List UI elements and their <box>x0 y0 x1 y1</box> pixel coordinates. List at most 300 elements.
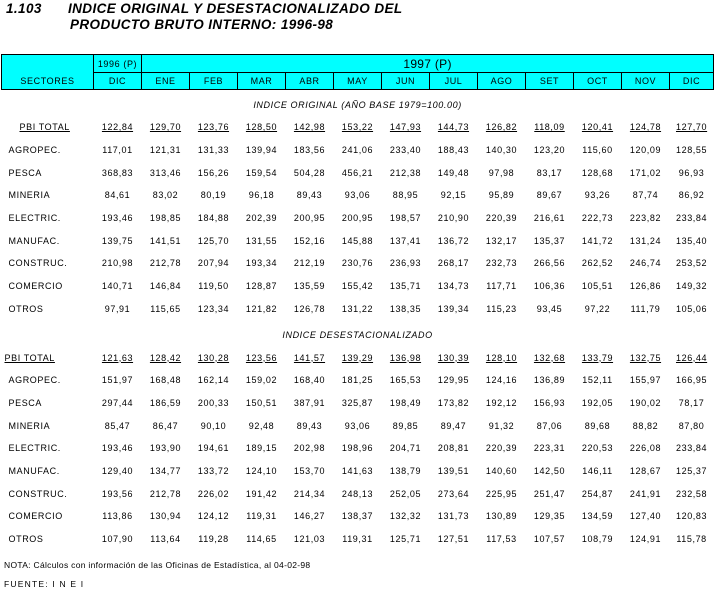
table-row <box>2 414 714 437</box>
value-cell: 141,63 <box>341 465 374 476</box>
value-cell: 198,85 <box>149 213 182 224</box>
value-cell: 193,34 <box>245 258 278 269</box>
value-cell: 155,42 <box>341 281 374 292</box>
value-cell: 204,71 <box>389 443 422 454</box>
sector-label-text: OTROS <box>8 303 44 314</box>
value-cell: 128,42 <box>149 352 182 363</box>
title-line-2: PRODUCTO BRUTO INTERNO: 1996-98 <box>70 17 334 32</box>
value-cell: 124,12 <box>197 511 230 522</box>
value-cell: 153,22 <box>341 122 374 133</box>
value-cell: 153,70 <box>293 465 326 476</box>
header-month: ENE <box>142 73 190 90</box>
value-cell: 184,88 <box>197 213 230 224</box>
table-row <box>2 161 714 184</box>
value-cell: 223,31 <box>533 443 566 454</box>
value-cell: 173,82 <box>437 397 470 408</box>
value-cell: 202,39 <box>245 213 278 224</box>
value-cell: 132,17 <box>485 235 518 246</box>
table-row <box>2 275 714 298</box>
value-cell: 117,01 <box>102 145 133 156</box>
value-cell: 97,91 <box>104 303 131 314</box>
value-cell: 125,37 <box>675 465 708 476</box>
value-cell: 80,19 <box>200 190 227 201</box>
value-cell: 146,11 <box>582 465 613 476</box>
header-month: JUL <box>430 73 478 90</box>
value-cell: 266,56 <box>533 258 566 269</box>
header-month: JUN <box>382 73 430 90</box>
value-cell: 93,45 <box>536 303 563 314</box>
sector-label <box>2 460 94 483</box>
value-cell: 190,02 <box>629 397 662 408</box>
table-row <box>2 392 714 415</box>
value-cell: 183,56 <box>293 145 326 156</box>
sector-label-text: PBI TOTAL <box>4 352 55 363</box>
value-cell: 121,31 <box>149 145 182 156</box>
value-cell: 253,52 <box>675 258 708 269</box>
value-cell: 108,79 <box>581 534 614 545</box>
value-cell: 113,64 <box>150 534 181 545</box>
sector-label-text: PESCA <box>8 167 43 178</box>
value-cell: 84,61 <box>104 190 131 201</box>
value-cell: 208,81 <box>437 443 470 454</box>
value-cell: 107,57 <box>533 534 566 545</box>
table-row <box>2 207 714 230</box>
sector-label <box>2 252 94 275</box>
header-year-1997: 1997 (P) <box>142 55 714 73</box>
value-cell: 93,06 <box>344 420 371 431</box>
value-cell: 124,10 <box>245 465 278 476</box>
value-cell: 141,57 <box>293 352 326 363</box>
value-cell: 139,94 <box>245 145 278 156</box>
header-month: SET <box>526 73 574 90</box>
header-month: DIC <box>670 73 714 90</box>
value-cell: 136,98 <box>389 352 422 363</box>
value-cell: 138,37 <box>341 511 374 522</box>
value-cell: 132,68 <box>533 352 566 363</box>
sector-label-text: MANUFAC. <box>8 465 60 476</box>
value-cell: 128,67 <box>629 465 662 476</box>
value-cell: 96,93 <box>678 167 705 178</box>
value-cell: 456,21 <box>341 167 374 178</box>
value-cell: 156,93 <box>533 397 566 408</box>
header-month: OCT <box>574 73 622 90</box>
table-row <box>2 229 714 252</box>
value-cell: 121,63 <box>101 352 134 363</box>
value-cell: 212,38 <box>389 167 422 178</box>
value-cell: 140,71 <box>101 281 134 292</box>
value-cell: 151,97 <box>101 375 134 386</box>
sector-label <box>2 139 94 162</box>
value-cell: 87,80 <box>678 420 705 431</box>
value-cell: 115,65 <box>150 303 181 314</box>
header-month: DIC <box>94 73 142 90</box>
value-cell: 135,37 <box>533 235 566 246</box>
value-cell: 107,90 <box>101 534 134 545</box>
value-cell: 186,59 <box>149 397 182 408</box>
value-cell: 198,96 <box>341 443 374 454</box>
value-cell: 120,41 <box>581 122 614 133</box>
value-cell: 155,97 <box>629 375 662 386</box>
value-cell: 128,87 <box>245 281 278 292</box>
section-title: INDICE ORIGINAL (AÑO BASE 1979=100.00) <box>253 100 462 110</box>
sector-label <box>2 184 94 207</box>
value-cell: 254,87 <box>581 488 614 499</box>
value-cell: 297,44 <box>101 397 134 408</box>
value-cell: 222,73 <box>581 213 614 224</box>
value-cell: 387,91 <box>293 397 326 408</box>
value-cell: 168,48 <box>149 375 182 386</box>
value-cell: 129,95 <box>437 375 470 386</box>
value-cell: 93,06 <box>344 190 371 201</box>
title-line-1: INDICE ORIGINAL Y DESESTACIONALIZADO DEL <box>68 1 403 16</box>
value-cell: 123,76 <box>197 122 230 133</box>
value-cell: 141,72 <box>581 235 614 246</box>
value-cell: 118,09 <box>534 122 565 133</box>
sector-label-text: COMERCIO <box>8 511 63 522</box>
sector-label-text: PBI TOTAL <box>19 122 70 133</box>
value-cell: 136,89 <box>533 375 566 386</box>
value-cell: 131,73 <box>437 511 470 522</box>
sector-label <box>2 482 94 505</box>
value-cell: 149,32 <box>675 281 708 292</box>
value-cell: 140,60 <box>485 465 518 476</box>
value-cell: 125,71 <box>389 534 422 545</box>
value-cell: 87,06 <box>536 420 563 431</box>
sector-label-text: MINERIA <box>8 190 51 201</box>
value-cell: 233,84 <box>675 443 708 454</box>
value-cell: 130,89 <box>485 511 518 522</box>
value-cell: 130,39 <box>437 352 470 363</box>
value-cell: 207,94 <box>197 258 230 269</box>
value-cell: 152,16 <box>293 235 326 246</box>
value-cell: 198,49 <box>389 397 422 408</box>
value-cell: 246,74 <box>629 258 662 269</box>
sector-label-text: AGROPEC. <box>8 145 61 156</box>
header-month: MAY <box>334 73 382 90</box>
header-row-years <box>2 55 714 73</box>
sector-label <box>2 229 94 252</box>
value-cell: 241,91 <box>629 488 662 499</box>
value-cell: 121,03 <box>293 534 326 545</box>
value-cell: 139,34 <box>437 303 470 314</box>
value-cell: 78,17 <box>678 397 705 408</box>
value-cell: 223,82 <box>629 213 662 224</box>
value-cell: 119,31 <box>342 534 373 545</box>
value-cell: 273,64 <box>437 488 470 499</box>
value-cell: 129,40 <box>101 465 134 476</box>
value-cell: 198,57 <box>389 213 422 224</box>
value-cell: 117,53 <box>486 534 517 545</box>
value-cell: 113,86 <box>102 511 133 522</box>
value-cell: 168,40 <box>293 375 326 386</box>
value-cell: 105,06 <box>675 303 708 314</box>
value-cell: 233,40 <box>389 145 422 156</box>
value-cell: 193,90 <box>149 443 182 454</box>
value-cell: 156,26 <box>197 167 230 178</box>
value-cell: 192,12 <box>485 397 518 408</box>
value-cell: 126,78 <box>293 303 326 314</box>
value-cell: 226,02 <box>197 488 230 499</box>
table-row <box>2 437 714 460</box>
value-cell: 140,30 <box>485 145 518 156</box>
value-cell: 192,05 <box>581 397 614 408</box>
value-cell: 210,98 <box>101 258 134 269</box>
value-cell: 123,34 <box>197 303 230 314</box>
value-cell: 130,28 <box>197 352 230 363</box>
value-cell: 139,29 <box>341 352 374 363</box>
value-cell: 220,39 <box>485 443 518 454</box>
sector-label-text: CONSTRUC. <box>8 258 68 269</box>
value-cell: 166,95 <box>675 375 708 386</box>
value-cell: 165,53 <box>389 375 422 386</box>
value-cell: 131,22 <box>341 303 374 314</box>
header-sectores: SECTORES <box>2 73 94 90</box>
value-cell: 152,11 <box>582 375 613 386</box>
value-cell: 115,60 <box>582 145 613 156</box>
value-cell: 88,95 <box>392 190 419 201</box>
value-cell: 138,79 <box>389 465 422 476</box>
value-cell: 230,76 <box>341 258 374 269</box>
value-cell: 96,18 <box>248 190 275 201</box>
table-row <box>2 346 714 369</box>
value-cell: 114,65 <box>246 534 277 545</box>
header-month: ABR <box>286 73 334 90</box>
value-cell: 95,89 <box>488 190 515 201</box>
value-cell: 159,02 <box>245 375 278 386</box>
value-cell: 233,84 <box>675 213 708 224</box>
value-cell: 115,23 <box>486 303 517 314</box>
sector-label <box>2 161 94 184</box>
value-cell: 200,33 <box>197 397 230 408</box>
value-cell: 214,34 <box>293 488 326 499</box>
section-title-row <box>2 324 714 346</box>
value-cell: 134,59 <box>581 511 614 522</box>
value-cell: 90,10 <box>200 420 227 431</box>
value-cell: 146,27 <box>293 511 326 522</box>
value-cell: 117,71 <box>486 281 517 292</box>
sector-label <box>2 505 94 528</box>
value-cell: 142,50 <box>533 465 566 476</box>
value-cell: 248,13 <box>341 488 374 499</box>
value-cell: 97,22 <box>584 303 611 314</box>
sector-label <box>2 528 94 551</box>
value-cell: 193,56 <box>101 488 134 499</box>
footnote: NOTA: Cálculos con información de las Oficinas de Estadística, al 04-02-98 <box>4 560 311 570</box>
value-cell: 504,28 <box>293 167 326 178</box>
value-cell: 127,51 <box>437 534 470 545</box>
value-cell: 220,39 <box>485 213 518 224</box>
value-cell: 220,53 <box>581 443 614 454</box>
value-cell: 126,86 <box>629 281 662 292</box>
value-cell: 123,20 <box>533 145 566 156</box>
value-cell: 181,25 <box>341 375 374 386</box>
table-number: 1.103 <box>6 1 42 16</box>
value-cell: 131,33 <box>197 145 230 156</box>
value-cell: 226,08 <box>629 443 662 454</box>
value-cell: 232,73 <box>485 258 518 269</box>
sector-label <box>2 414 94 437</box>
value-cell: 124,91 <box>629 534 662 545</box>
value-cell: 212,78 <box>149 258 182 269</box>
value-cell: 162,14 <box>197 375 230 386</box>
sector-label <box>2 437 94 460</box>
value-cell: 133,79 <box>581 352 614 363</box>
table-row <box>2 298 714 321</box>
value-cell: 131,55 <box>245 235 278 246</box>
value-cell: 91,32 <box>488 420 515 431</box>
table-row <box>2 528 714 551</box>
sector-label-text: COMERCIO <box>8 281 63 292</box>
value-cell: 147,93 <box>389 122 422 133</box>
header-month: MAR <box>238 73 286 90</box>
value-cell: 139,51 <box>437 465 470 476</box>
value-cell: 83,17 <box>536 167 563 178</box>
value-cell: 313,46 <box>149 167 182 178</box>
value-cell: 89,43 <box>296 420 323 431</box>
value-cell: 136,72 <box>437 235 470 246</box>
sector-label <box>2 298 94 321</box>
header-year-1996: 1996 (P) <box>94 55 142 73</box>
value-cell: 135,71 <box>389 281 422 292</box>
value-cell: 86,92 <box>678 190 705 201</box>
sector-label-text: ELECTRIC. <box>8 213 61 224</box>
value-cell: 212,78 <box>149 488 182 499</box>
value-cell: 133,72 <box>197 465 230 476</box>
value-cell: 87,74 <box>632 190 659 201</box>
value-cell: 138,35 <box>389 303 422 314</box>
sector-label-text: AGROPEC. <box>8 375 61 386</box>
table-row <box>2 252 714 275</box>
header-row-months <box>2 73 714 90</box>
header-month: AGO <box>478 73 526 90</box>
value-cell: 149,48 <box>437 167 470 178</box>
table-row <box>2 505 714 528</box>
value-cell: 106,36 <box>533 281 566 292</box>
value-cell: 150,51 <box>245 397 278 408</box>
value-cell: 142,98 <box>293 122 326 133</box>
value-cell: 225,95 <box>485 488 518 499</box>
value-cell: 128,10 <box>485 352 518 363</box>
value-cell: 128,50 <box>245 122 278 133</box>
section-title: INDICE DESESTACIONALIZADO <box>282 330 433 341</box>
sector-label-text: MANUFAC. <box>8 235 60 246</box>
value-cell: 132,32 <box>389 511 422 522</box>
sector-label <box>2 207 94 230</box>
header-month: NOV <box>622 73 670 90</box>
sector-label-text: PESCA <box>8 397 43 408</box>
value-cell: 144,73 <box>437 122 470 133</box>
value-cell: 124,78 <box>629 122 662 133</box>
value-cell: 88,82 <box>632 420 659 431</box>
table-row <box>2 116 714 139</box>
value-cell: 141,51 <box>149 235 182 246</box>
value-cell: 268,17 <box>437 258 470 269</box>
value-cell: 105,51 <box>581 281 614 292</box>
value-cell: 92,15 <box>440 190 467 201</box>
sector-label <box>2 346 94 369</box>
value-cell: 216,61 <box>533 213 566 224</box>
value-cell: 251,47 <box>533 488 566 499</box>
value-cell: 236,93 <box>389 258 422 269</box>
value-cell: 210,90 <box>437 213 470 224</box>
value-cell: 145,88 <box>341 235 374 246</box>
value-cell: 128,55 <box>675 145 708 156</box>
value-cell: 200,95 <box>341 213 374 224</box>
section-title-row <box>2 94 714 116</box>
value-cell: 120,09 <box>629 145 662 156</box>
sector-label <box>2 275 94 298</box>
value-cell: 89,85 <box>392 420 419 431</box>
value-cell: 132,75 <box>629 352 662 363</box>
value-cell: 252,05 <box>389 488 422 499</box>
value-cell: 262,52 <box>581 258 614 269</box>
value-cell: 119,50 <box>198 281 229 292</box>
value-cell: 126,44 <box>675 352 708 363</box>
data-table <box>1 54 714 550</box>
header-corner <box>2 55 94 73</box>
value-cell: 121,82 <box>245 303 278 314</box>
sector-label <box>2 369 94 392</box>
value-cell: 89,67 <box>536 190 563 201</box>
sector-label-text: MINERIA <box>8 420 51 431</box>
value-cell: 119,28 <box>198 534 229 545</box>
source-note: FUENTE: I N E I <box>4 579 85 589</box>
value-cell: 93,26 <box>584 190 611 201</box>
value-cell: 127,40 <box>629 511 662 522</box>
value-cell: 129,35 <box>533 511 566 522</box>
value-cell: 134,73 <box>437 281 470 292</box>
value-cell: 232,58 <box>675 488 708 499</box>
value-cell: 119,31 <box>246 511 277 522</box>
value-cell: 89,47 <box>440 420 467 431</box>
value-cell: 189,15 <box>245 443 278 454</box>
value-cell: 202,98 <box>293 443 326 454</box>
value-cell: 124,16 <box>485 375 518 386</box>
value-cell: 171,02 <box>629 167 662 178</box>
value-cell: 97,98 <box>488 167 515 178</box>
value-cell: 122,84 <box>101 122 134 133</box>
value-cell: 325,87 <box>341 397 374 408</box>
header-month: FEB <box>190 73 238 90</box>
table-row <box>2 482 714 505</box>
value-cell: 126,82 <box>485 122 518 133</box>
value-cell: 191,42 <box>245 488 278 499</box>
value-cell: 135,40 <box>675 235 708 246</box>
value-cell: 83,02 <box>152 190 179 201</box>
value-cell: 120,83 <box>675 511 708 522</box>
value-cell: 212,19 <box>293 258 326 269</box>
value-cell: 193,46 <box>101 443 134 454</box>
value-cell: 188,43 <box>437 145 470 156</box>
table-row <box>2 139 714 162</box>
value-cell: 128,68 <box>581 167 614 178</box>
table-row <box>2 460 714 483</box>
table-row <box>2 184 714 207</box>
table-row <box>2 369 714 392</box>
value-cell: 137,41 <box>389 235 422 246</box>
value-cell: 89,43 <box>296 190 323 201</box>
value-cell: 146,84 <box>149 281 182 292</box>
value-cell: 125,70 <box>197 235 230 246</box>
value-cell: 127,70 <box>675 122 708 133</box>
value-cell: 129,70 <box>149 122 182 133</box>
sector-label-text: ELECTRIC. <box>8 443 61 454</box>
value-cell: 86,47 <box>152 420 179 431</box>
value-cell: 115,78 <box>676 534 707 545</box>
value-cell: 131,24 <box>629 235 662 246</box>
value-cell: 368,83 <box>101 167 134 178</box>
sector-label <box>2 116 94 139</box>
